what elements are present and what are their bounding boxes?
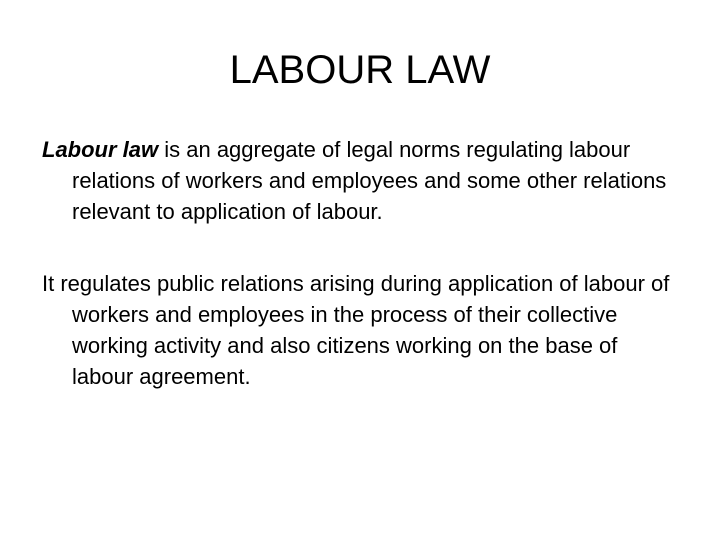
regulation-text: It regulates public relations arising during application of labour of workers and employees in the process of their collective working activity and also citizens working on the base of labour agreement.	[42, 271, 670, 389]
regulation-paragraph	[42, 268, 682, 392]
defined-term: Labour law	[42, 137, 159, 162]
definition-paragraph	[42, 134, 682, 227]
slide-title: LABOUR LAW	[229, 48, 491, 92]
slide-body	[42, 134, 682, 392]
definition-text: is an aggregate of legal norms regulating labour relations of workers and employees and some other relations relevant to application of labour.	[72, 137, 667, 224]
